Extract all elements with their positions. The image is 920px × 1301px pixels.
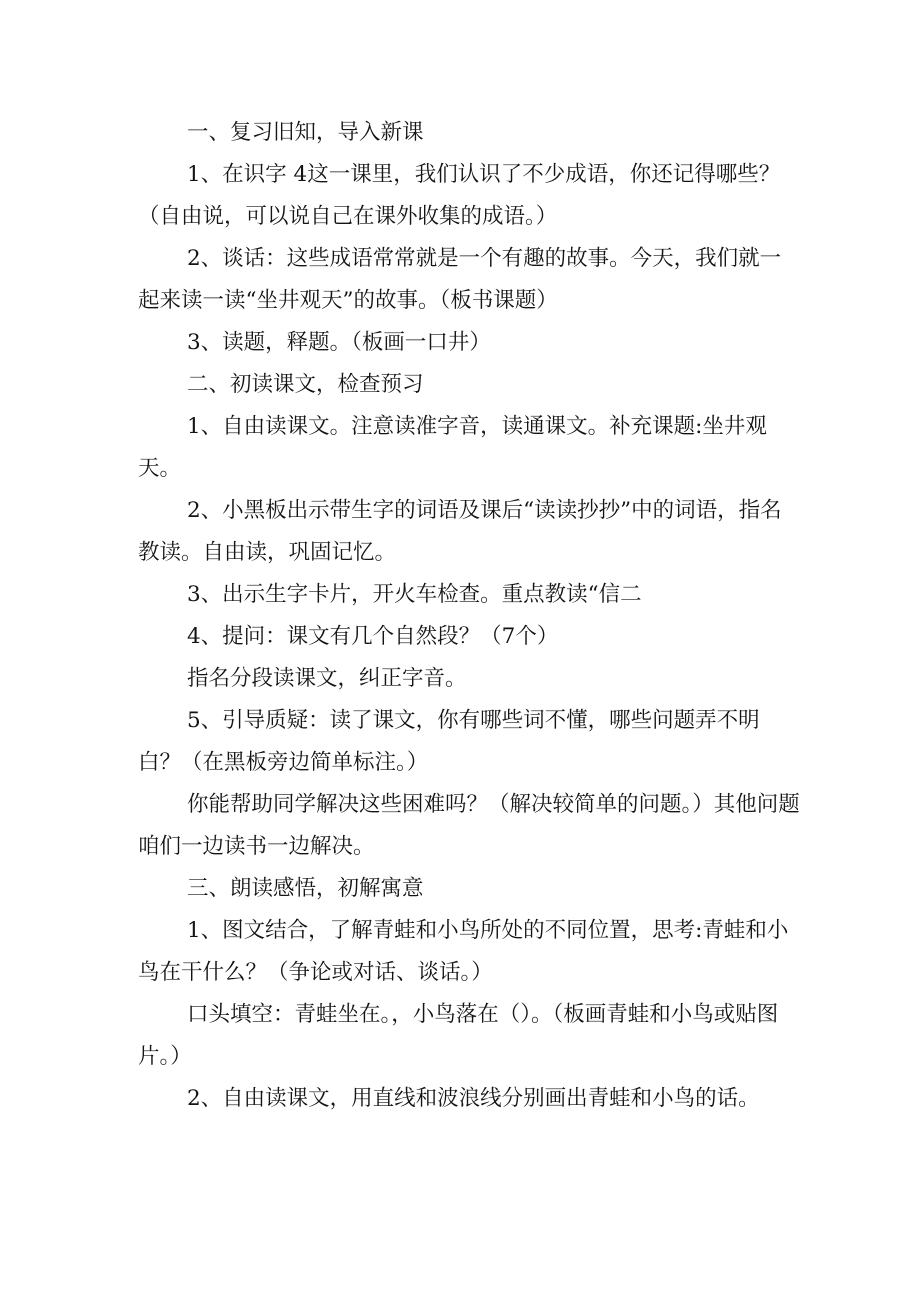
paragraph-7: 4、提问：课文有几个自然段？（7个） xyxy=(187,624,559,649)
paragraph-5: 2、小黑板出示带生字的词语及课后“读读抄抄”中的词语，指名教读。自由读，巩固记忆。 xyxy=(138,498,782,565)
section-heading-1: 一、复习旧知，导入新课 xyxy=(187,120,424,145)
paragraph-1: 1、在识字 4这一课里，我们认识了不少成语，你还记得哪些？（自由说，可以说自己在课外收集的成语。） xyxy=(138,162,781,229)
paragraph-3: 3、读题，释题。（板画一口井） xyxy=(187,330,491,355)
paragraph-11: 1、图文结合，了解青蛙和小鸟所处的不同位置，思考:青蛙和小鸟在干什么？（争论或对话、谈话。） xyxy=(138,918,789,985)
section-heading-3: 三、朗读感悟，初解寓意 xyxy=(187,876,424,901)
paragraph-10: 你能帮助同学解决这些困难吗？（解决较简单的问题。）其他问题咱们一边读书一边解决。 xyxy=(138,792,800,859)
paragraph-9: 5、引导质疑：读了课文，你有哪些词不懂，哪些问题弄不明白？（在黑板旁边简单标注。） xyxy=(138,708,760,775)
paragraph-13: 2、自由读课文，用直线和波浪线分别画出青蛙和小鸟的话。 xyxy=(187,1086,760,1111)
section-heading-2: 二、初读课文，检查预习 xyxy=(187,372,424,397)
paragraph-12: 口头填空：青蛙坐在。，小鸟落在（）。（板画青蛙和小鸟或贴图片。） xyxy=(138,1002,779,1069)
paragraph-6: 3、出示生字卡片，开火车检查。重点教读“信二 xyxy=(187,582,642,607)
paragraph-8: 指名分段读课文，纠正字音。 xyxy=(187,666,467,691)
paragraph-4: 1、自由读课文。注意读准字音，读通课文。补充课题:坐井观天。 xyxy=(138,414,767,481)
paragraph-2: 2、谈话：这些成语常常就是一个有趣的故事。今天，我们就一起来读一读“坐井观天”的故事。（板书课题） xyxy=(138,246,782,313)
document-body xyxy=(138,112,802,1120)
